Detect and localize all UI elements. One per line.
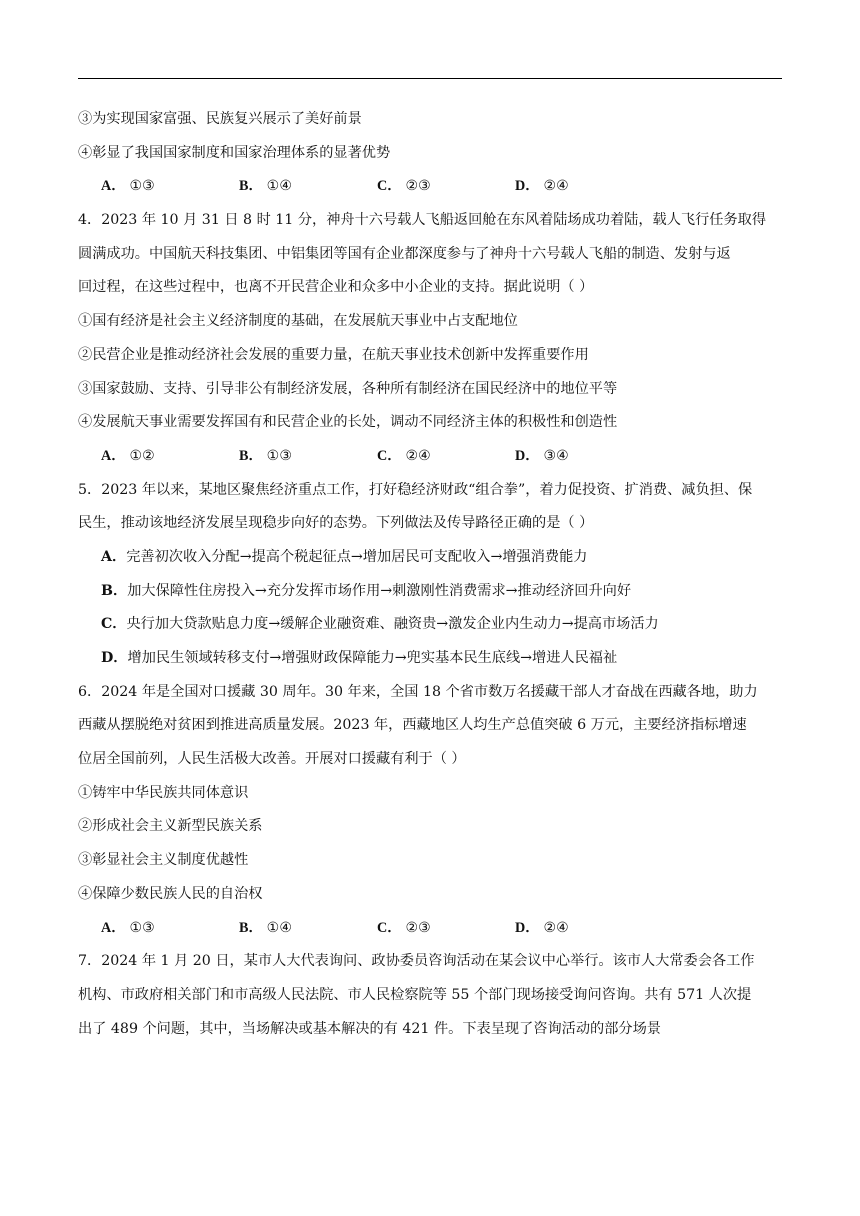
answer-choices [78, 446, 788, 480]
option-d[interactable]: D．增加民生领域转移支付→增强财政保障能力→兜实基本民生底线→增进人民福祉 [101, 650, 618, 666]
statement: ①铸牢中华民族共同体意识 [78, 784, 249, 801]
choice-d[interactable]: D． ②④ [515, 178, 569, 195]
question-3 [78, 109, 788, 210]
question-stem: 圆满成功。中国航天科技集团、中铝集团等国有企业都深度参与了神舟十六号载人飞船的制造、发射与返 [78, 245, 731, 262]
question-stem: 位居全国前列，人民生活极大改善。开展对口援藏有利于（ ） [78, 751, 466, 768]
answer-choices [78, 918, 788, 952]
question-4 [78, 210, 788, 480]
statement: ④发展航天事业需要发挥国有和民营企业的长处，调动不同经济主体的积极性和创造性 [78, 414, 618, 431]
option-c[interactable]: C．央行加大贷款贴息力度→缓解企业融资难、融资贵→激发企业内生动力→提高市场活力 [101, 616, 659, 633]
question-stem: 7．2024 年 1 月 20 日，某市人大代表询问、政协委员咨询活动在某会议中心举行。该市人大常委会各工作 [78, 953, 755, 970]
question-stem: 出了 489 个问题，其中，当场解决或基本解决的有 421 件。下表呈现了咨询活动的部分场景 [78, 1020, 661, 1037]
choice-a[interactable]: A． ①③ [101, 919, 155, 936]
choice-a[interactable]: A． ①③ [101, 178, 155, 195]
question-5 [78, 480, 788, 682]
statement: ③国家鼓励、支持、引导非公有制经济发展，各种所有制经济在国民经济中的地位平等 [78, 380, 618, 397]
question-stem: 回过程，在这些过程中，也离不开民营企业和众多中小企业的支持。据此说明（ ） [78, 279, 594, 296]
option-b[interactable]: B．加大保障性住房投入→充分发挥市场作用→刺激刚性消费需求→推动经济回升向好 [101, 582, 632, 599]
question-stem: 机构、市政府相关部门和市高级人民法院、市人民检察院等 55 个部门现场接受询问咨询。共有 571 人次提 [78, 986, 752, 1003]
question-stem: 6．2024 年是全国对口援藏 30 周年。30 年来，全国 18 个省市数万名援藏干部人才奋战在西藏各地，助力 [78, 683, 758, 700]
question-stem: 西藏从摆脱绝对贫困到推进高质量发展。2023 年，西藏地区人均生产总值突破 6 万元，主要经济指标增速 [78, 717, 747, 734]
choice-b[interactable]: B． ①④ [239, 178, 293, 195]
statement: ④彰显了我国国家制度和国家治理体系的显著优势 [78, 144, 391, 161]
choice-b[interactable]: B． ①④ [239, 919, 293, 936]
question-stem: 民生，推动该地经济发展呈现稳步向好的态势。下列做法及传导路径正确的是（ ） [78, 515, 594, 532]
statement: ①国有经济是社会主义经济制度的基础，在发展航天事业中占支配地位 [78, 313, 518, 330]
choice-d[interactable]: D． ③④ [515, 447, 569, 464]
question-stem: 5．2023 年以来，某地区聚焦经济重点工作，打好稳经济财政“组合拳”，着力促投资、扩消费、减负担、保 [78, 481, 753, 498]
choice-c[interactable]: C． ②③ [377, 919, 431, 936]
answer-choices [78, 176, 788, 210]
statement: ③为实现国家富强、民族复兴展示了美好前景 [78, 111, 362, 127]
choice-a[interactable]: A． ①② [101, 447, 155, 464]
choice-c[interactable]: C． ②④ [377, 447, 431, 464]
statement: ④保障少数民族人民的自治权 [78, 885, 263, 902]
choice-c[interactable]: C． ②③ [377, 178, 431, 195]
statement: ②形成社会主义新型民族关系 [78, 818, 263, 835]
choice-d[interactable]: D． ②④ [515, 919, 569, 936]
question-6 [78, 682, 788, 952]
statement: ③彰显社会主义制度优越性 [78, 852, 249, 869]
exam-page [78, 109, 788, 1052]
question-7 [78, 951, 788, 1052]
option-a[interactable]: A．完善初次收入分配→提高个税起征点→增加居民可支配收入→增强消费能力 [101, 548, 588, 565]
choice-b[interactable]: B． ①③ [239, 447, 293, 464]
header-rule [78, 78, 782, 79]
statement: ②民营企业是推动经济社会发展的重要力量，在航天事业技术创新中发挥重要作用 [78, 346, 589, 363]
question-stem: 4．2023 年 10 月 31 日 8 时 11 分，神舟十六号载人飞船返回舱在东风着陆场成功着陆，载人飞行任务取得 [78, 212, 767, 229]
